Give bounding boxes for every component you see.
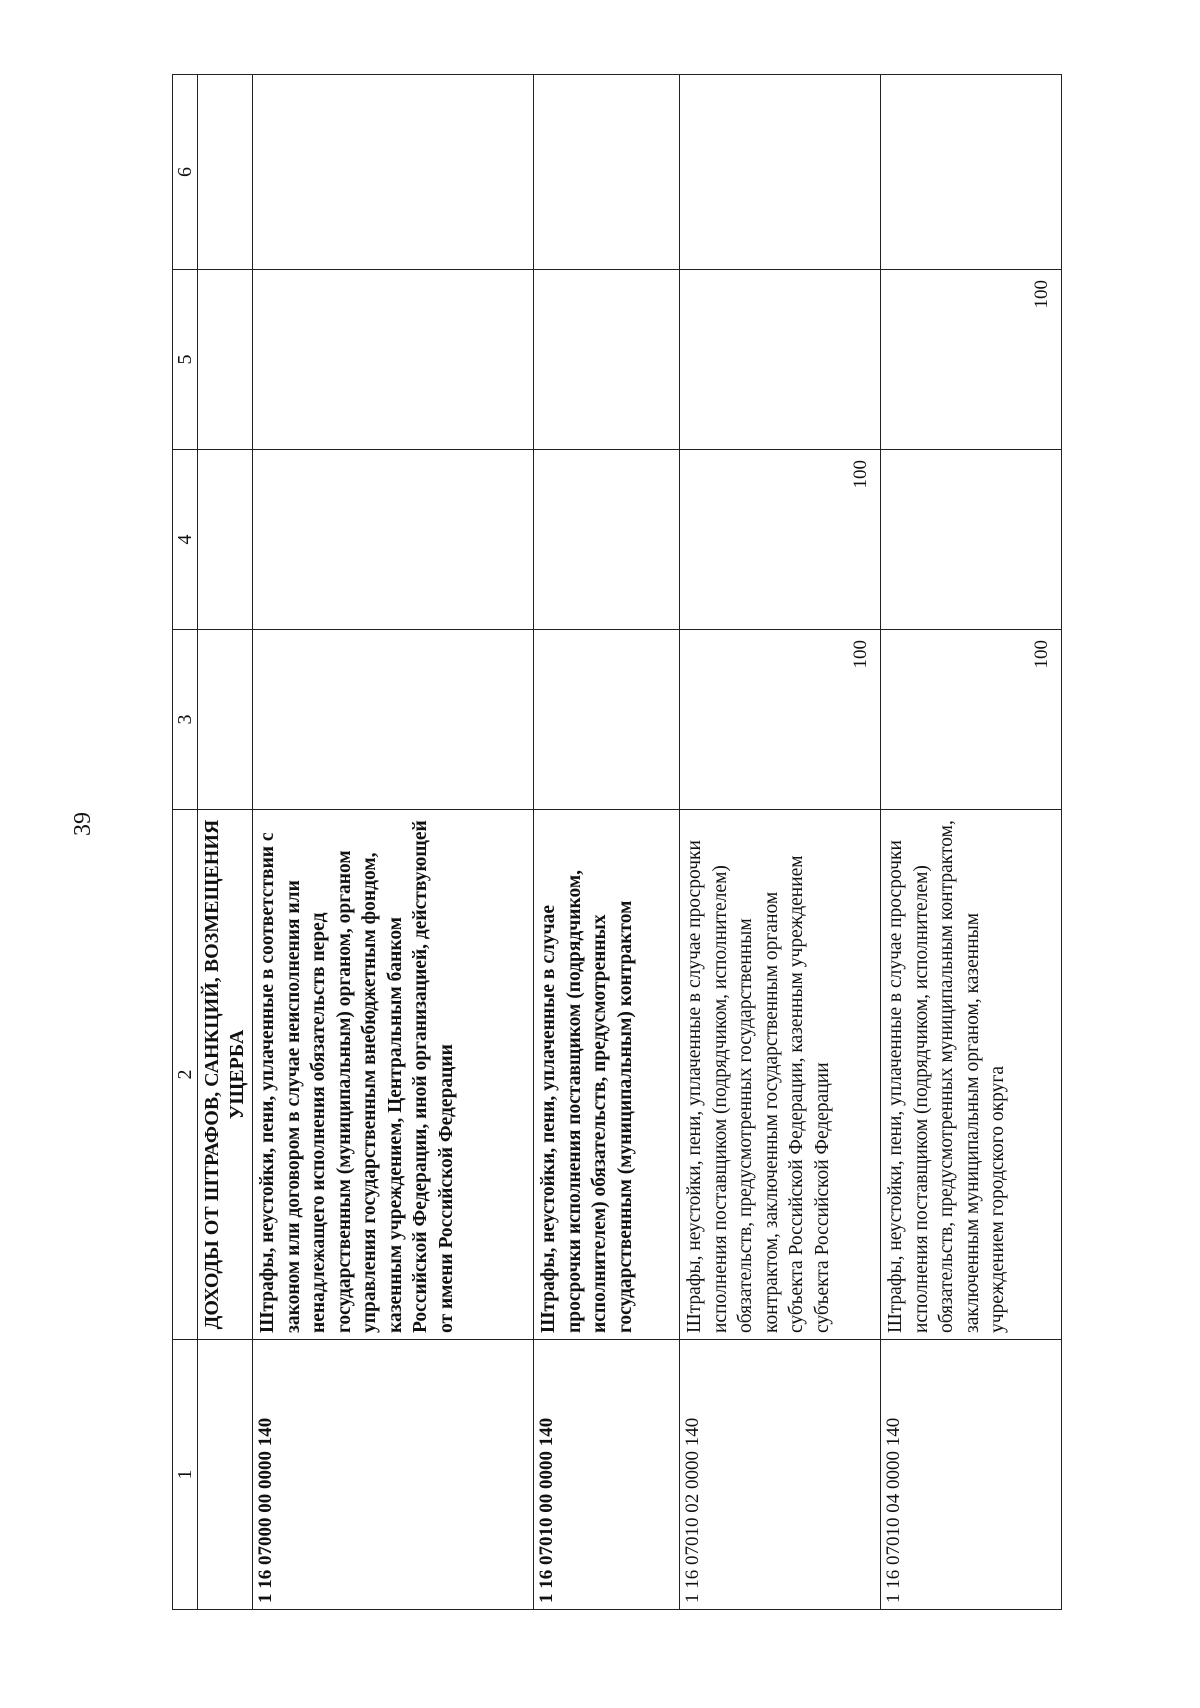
row-value-col6 bbox=[253, 75, 534, 270]
row-value-col4 bbox=[534, 450, 680, 630]
column-header-1: 1 bbox=[173, 1340, 198, 1610]
row-value-col5 bbox=[534, 270, 680, 450]
row-code: 1 16 07010 00 0000 140 bbox=[534, 1340, 680, 1610]
column-number-row bbox=[173, 75, 198, 1610]
revenue-table bbox=[172, 74, 1062, 1610]
row-value-col3 bbox=[253, 630, 534, 810]
row-value-col3 bbox=[534, 630, 680, 810]
table-row bbox=[680, 75, 881, 1610]
row-code: 1 16 07010 02 0000 140 bbox=[680, 1340, 881, 1610]
row-description: Штрафы, неустойки, пени, уплаченные в соответствии с законом или договором в случае неисполнения или ненадлежащего исполнения обязательств перед государственным (муниципальным) органом, органом управления государственным внебюджетным фондом, казенным учреждением, Центральным банком Российской Федерации, иной организацией, действующей от имени Российской Федерации bbox=[253, 810, 534, 1340]
row-value-col4 bbox=[253, 450, 534, 630]
column-header-4: 4 bbox=[173, 450, 198, 630]
table-row bbox=[881, 75, 1062, 1610]
column-header-5: 5 bbox=[173, 270, 198, 450]
section-row bbox=[198, 75, 253, 1610]
row-description: Штрафы, неустойки, пени, уплаченные в случае просрочки исполнения поставщиком (подрядчиком, исполнителем) обязательств, предусмотренных муниципальным контрактом, заключенным муниципальным органом, казенным учреждением городского округа bbox=[881, 810, 1062, 1340]
row-value-col5: 100 bbox=[881, 270, 1062, 450]
table-row bbox=[534, 75, 680, 1610]
column-header-6: 6 bbox=[173, 75, 198, 270]
row-code: 1 16 07000 00 0000 140 bbox=[253, 1340, 534, 1610]
revenue-table-sheet bbox=[172, 75, 1052, 1610]
row-value-col6 bbox=[534, 75, 680, 270]
row-code: 1 16 07010 04 0000 140 bbox=[881, 1340, 1062, 1610]
section-title: ДОХОДЫ ОТ ШТРАФОВ, САНКЦИЙ, ВОЗМЕЩЕНИЯ УЩЕРБА bbox=[198, 810, 253, 1340]
row-value-col3: 100 bbox=[881, 630, 1062, 810]
column-header-2: 2 bbox=[173, 810, 198, 1340]
row-description: Штрафы, неустойки, пени, уплаченные в случае просрочки исполнения поставщиком (подрядчиком, исполнителем) обязательств, предусмотренных государственным контрактом, заключенным государственным органом субъекта Российской Федерации, казенным учреждением субъекта Российской Федерации bbox=[680, 810, 881, 1340]
row-value-col4: 100 bbox=[680, 450, 881, 630]
column-header-3: 3 bbox=[173, 630, 198, 810]
row-value-col5 bbox=[680, 270, 881, 450]
row-value-col5 bbox=[253, 270, 534, 450]
row-description: Штрафы, неустойки, пени, уплаченные в случае просрочки исполнения поставщиком (подрядчиком, исполнителем) обязательств, предусмотренных государственным (муниципальным) контрактом bbox=[534, 810, 680, 1340]
row-value-col4 bbox=[881, 450, 1062, 630]
page-number: 39 bbox=[70, 812, 96, 836]
row-value-col6 bbox=[881, 75, 1062, 270]
table-row bbox=[253, 75, 534, 1610]
row-value-col6 bbox=[680, 75, 881, 270]
row-value-col3: 100 bbox=[680, 630, 881, 810]
